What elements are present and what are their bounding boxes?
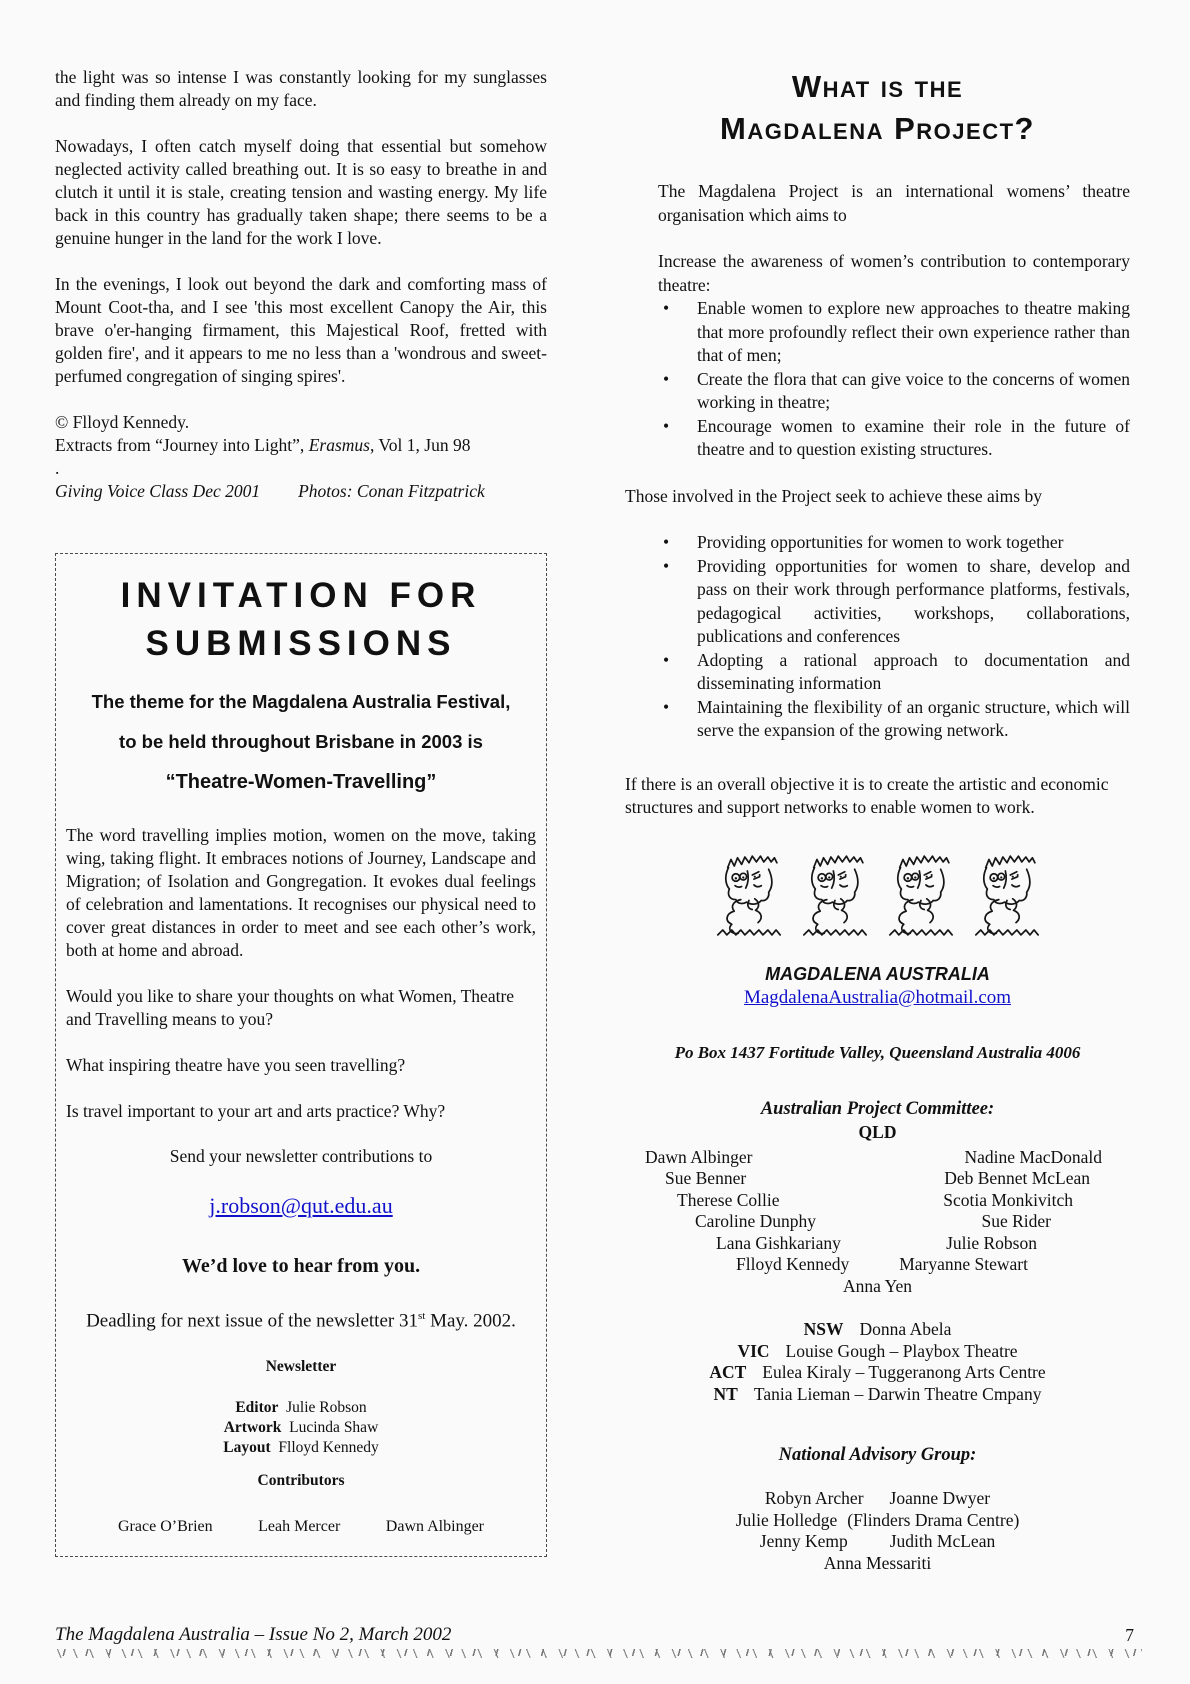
advisory-group-heading: National Advisory Group: (778, 1445, 977, 1465)
advisory-member: Joanne Dwyer (889, 1488, 991, 1508)
list-item (625, 297, 1130, 368)
invitation-body: The word travelling implies motion, women on the move, taking wing, taking flight. It embraces notions of Journey, Landscape and Migration; of Isolation and Gongregation. It evokes dual feelings of celebration and lamentations. It recognises our physical need to cover great distances in order to meet and see each other’s work, both at home and abroad. (66, 825, 536, 960)
photographer-caption: Photos: Conan Fitzpatrick (298, 481, 485, 501)
credit-role: Artwork (223, 1419, 282, 1437)
committee-member: Anna Yen (842, 1275, 913, 1296)
seek-lead: Those involved in the Project seek to achieve these aims by (625, 485, 1042, 506)
credit-row-artwork (66, 1418, 536, 1438)
committee-member: Therese Collie (677, 1189, 780, 1210)
two-faced-figure-icon (966, 846, 1048, 950)
right-column (625, 66, 1130, 1574)
festival-theme (66, 682, 536, 802)
committee-member: Flloyd Kennedy (736, 1254, 850, 1274)
theme-line3: “Theatre-Women-Travelling” (165, 771, 437, 793)
advisory-member: Jenny Kemp (759, 1531, 848, 1551)
extracts-suffix: , Vol 1, Jun 98 (369, 435, 471, 455)
committee-member: Sue Benner (665, 1168, 747, 1188)
invitation-box (55, 553, 547, 1557)
article-credit-block (55, 411, 547, 503)
invitation-question: What inspiring theatre have you seen travelling? (66, 1055, 406, 1075)
extracts-source: Erasmus (308, 435, 370, 455)
issue-caption: The Magdalena Australia – Issue No 2, March 2002 (55, 1624, 452, 1645)
committee-member: Nadine MacDonald (964, 1146, 1102, 1167)
committee-member: Sue Rider (981, 1211, 1051, 1231)
contributors-heading: Contributors (257, 1472, 345, 1490)
advisory-row (625, 1510, 1130, 1532)
state-row (625, 1341, 1130, 1363)
deadline-line (66, 1310, 536, 1332)
aims-bullet-list (625, 297, 1130, 462)
committee-row (625, 1211, 1130, 1233)
organisation-email-link[interactable]: MagdalenaAustralia@hotmail.com (743, 986, 1012, 1008)
extracts-line (55, 434, 547, 457)
state-code: VIC (737, 1340, 770, 1361)
bullet-icon (625, 649, 697, 696)
objective-paragraph: If there is an overall objective it is to create the artistic and economic structures and support networks to enable women to work. (625, 773, 1109, 817)
committee-member: Caroline Dunphy (695, 1211, 817, 1231)
article-paragraph: In the evenings, I look out beyond the dark and comforting mass of Mount Coot-tha, and I see 'this most excellent Canopy the Air, this brave o'er-hanging firmament, this Majestical Roof, fretted with golden fire', and it appears to me no less than a 'wondrous and sweet-perfumed congregation of singing spires'. (55, 274, 547, 386)
article-paragraph: the light was so intense I was constantly looking for my sunglasses and finding them already on my face. (55, 67, 547, 110)
bullet-icon (625, 415, 697, 462)
committee-heading: Australian Project Committee: (760, 1098, 995, 1119)
credit-role: Editor (235, 1399, 279, 1417)
state-code: NT (713, 1383, 738, 1404)
committee-row (625, 1233, 1130, 1255)
list-item (625, 415, 1130, 462)
credit-row-layout (66, 1438, 536, 1458)
seek-bullet-list (625, 531, 1130, 743)
page-footer (55, 1624, 1142, 1658)
bullet-text: Maintaining the flexibility of an organic structure, which will serve the expansion of the growing network. (697, 696, 1130, 740)
committee-member: Maryanne Stewart (899, 1254, 1028, 1274)
extracts-prefix: Extracts from “Journey into Light”, (55, 435, 309, 455)
deadline-ordinal: st (417, 1310, 426, 1322)
credit-name: Flloyd Kennedy (278, 1439, 379, 1457)
committee-row (625, 1190, 1130, 1212)
committee-member: Scotia Monkivitch (943, 1189, 1073, 1210)
invitation-question: Would you like to share your thoughts on what Women, Theatre and Travelling means to you? (66, 986, 515, 1029)
state-representative: Louise Gough – Playbox Theatre (785, 1340, 1018, 1361)
magdalena-figures-artwork (625, 846, 1130, 950)
advisory-row (625, 1531, 1130, 1553)
committee-member: Julie Robson (946, 1232, 1037, 1253)
page-number: 7 (1125, 1625, 1134, 1645)
contributors-row (66, 1514, 536, 1538)
committee-row (625, 1168, 1130, 1190)
state-code: NSW (803, 1319, 844, 1339)
advisory-member: Judith McLean (889, 1531, 996, 1551)
send-contributions-line: Send your newsletter contributions to (169, 1146, 433, 1166)
advisory-member: (Flinders Drama Centre) (847, 1509, 1020, 1530)
advisory-row (625, 1553, 1130, 1575)
footer-line (55, 1624, 1142, 1646)
state-representative: Donna Abela (859, 1319, 952, 1339)
bullet-icon (625, 555, 697, 649)
state-code: ACT (709, 1362, 747, 1382)
photo-caption-line (55, 480, 547, 503)
state-representative: Eulea Kiraly – Tuggeranong Arts Centre (762, 1362, 1046, 1382)
bullet-text: Encourage women to examine their role in the future of theatre and to question existing structures. (697, 415, 1130, 459)
committee-row (625, 1276, 1130, 1298)
invitation-title-line1: INVITATION FOR (120, 576, 482, 615)
invitation-title (66, 572, 536, 668)
organisation-name: MAGDALENA AUSTRALIA (765, 963, 990, 984)
list-item (625, 531, 1130, 555)
contributor-name: Dawn Albinger (385, 1518, 484, 1536)
committee-member: Dawn Albinger (645, 1146, 753, 1167)
advisory-group-list (625, 1488, 1130, 1574)
class-caption: Giving Voice Class Dec 2001 (55, 481, 261, 501)
two-faced-figure-icon (794, 846, 876, 950)
contributor-name: Grace O’Brien (118, 1518, 213, 1536)
list-item (625, 368, 1130, 415)
two-faced-figure-icon (880, 846, 962, 950)
deadline-prefix: Deadling for next issue of the newsletter 31 (86, 1310, 418, 1332)
section-title (625, 66, 1130, 150)
bullet-text: Create the flora that can give voice to the concerns of women working in theatre; (697, 368, 1130, 412)
deadline-suffix: May. 2002. (425, 1310, 516, 1332)
committee-row (625, 1147, 1130, 1169)
copyright-line: © Flloyd Kennedy. (55, 412, 190, 432)
love-to-hear-line: We’d love to hear from you. (181, 1255, 421, 1277)
list-item (625, 696, 1130, 743)
bullet-icon (625, 696, 697, 743)
decorative-squiggle-rule (55, 1649, 1142, 1658)
section-title-line1: What is the (791, 69, 964, 104)
bullet-icon (625, 297, 697, 368)
state-representative: Tania Lieman – Darwin Theatre Cmpany (753, 1383, 1042, 1404)
organisation-email-wrap (625, 987, 1130, 1009)
qld-committee-list (625, 1147, 1130, 1298)
bullet-text: Providing opportunities for women to share, develop and pass on their work through performance platforms, festivals, pedagogical activities, workshops, collaborations, publications and conferences (697, 555, 1130, 646)
advisory-member: Julie Holledge (735, 1509, 838, 1530)
bullet-text: Adopting a rational approach to documentation and disseminating information (697, 649, 1130, 693)
list-item (625, 649, 1130, 696)
invitation-question: Is travel important to your art and arts practice? Why? (66, 1101, 446, 1121)
credit-name: Julie Robson (286, 1399, 367, 1417)
theme-line1: The theme for the Magdalena Australia Festival, (91, 691, 511, 712)
postal-address: Po Box 1437 Fortitude Valley, Queensland Australia 4006 (674, 1042, 1081, 1062)
credit-role: Layout (223, 1439, 271, 1457)
contributor-name: Leah Mercer (258, 1518, 341, 1536)
invitation-title-line2: SUBMISSIONS (145, 624, 457, 663)
state-row (625, 1362, 1130, 1384)
credit-row-editor (66, 1398, 536, 1418)
advisory-member: Anna Messariti (823, 1552, 932, 1573)
section-title-line2: Magdalena Project? (720, 111, 1035, 146)
newsletter-heading: Newsletter (265, 1358, 337, 1376)
left-column (55, 66, 547, 1574)
submission-email-link[interactable]: j.robson@qut.edu.au (209, 1193, 393, 1218)
project-intro: The Magdalena Project is an international womens’ theatre organisation which aims to (658, 181, 1130, 225)
state-row (625, 1319, 1130, 1341)
list-item (625, 555, 1130, 649)
bullet-text: Enable women to explore new approaches to theatre making that more profoundly reflect their own experience rather than that of men; (697, 298, 1130, 365)
theme-line2: to be held throughout Brisbane in 2003 is (119, 731, 483, 752)
advisory-row (625, 1488, 1130, 1510)
bullet-icon (625, 531, 697, 555)
aims-lead: Increase the awareness of women’s contribution to contemporary theatre: (658, 251, 1130, 295)
stray-dot-line: . (55, 458, 60, 478)
state-representatives (625, 1319, 1130, 1405)
advisory-member: Robyn Archer (764, 1488, 864, 1508)
committee-row (625, 1254, 1130, 1276)
credit-name: Lucinda Shaw (289, 1419, 379, 1437)
bullet-text: Providing opportunities for women to work together (697, 532, 1064, 552)
bullet-icon (625, 368, 697, 415)
committee-state-heading: QLD (858, 1121, 897, 1142)
two-faced-figure-icon (708, 846, 790, 950)
committee-member: Deb Bennet McLean (944, 1168, 1090, 1188)
committee-member: Lana Gishkariany (716, 1232, 841, 1253)
article-paragraph: Nowadays, I often catch myself doing that essential but somehow neglected activity called breathing out. It is so easy to breathe in and clutch it until it is stale, creating tension and wasting energy. My life back in this country has gradually taken shape; there seems to be a genuine hunger in the land for the work I love. (55, 136, 547, 248)
state-row (625, 1384, 1130, 1406)
